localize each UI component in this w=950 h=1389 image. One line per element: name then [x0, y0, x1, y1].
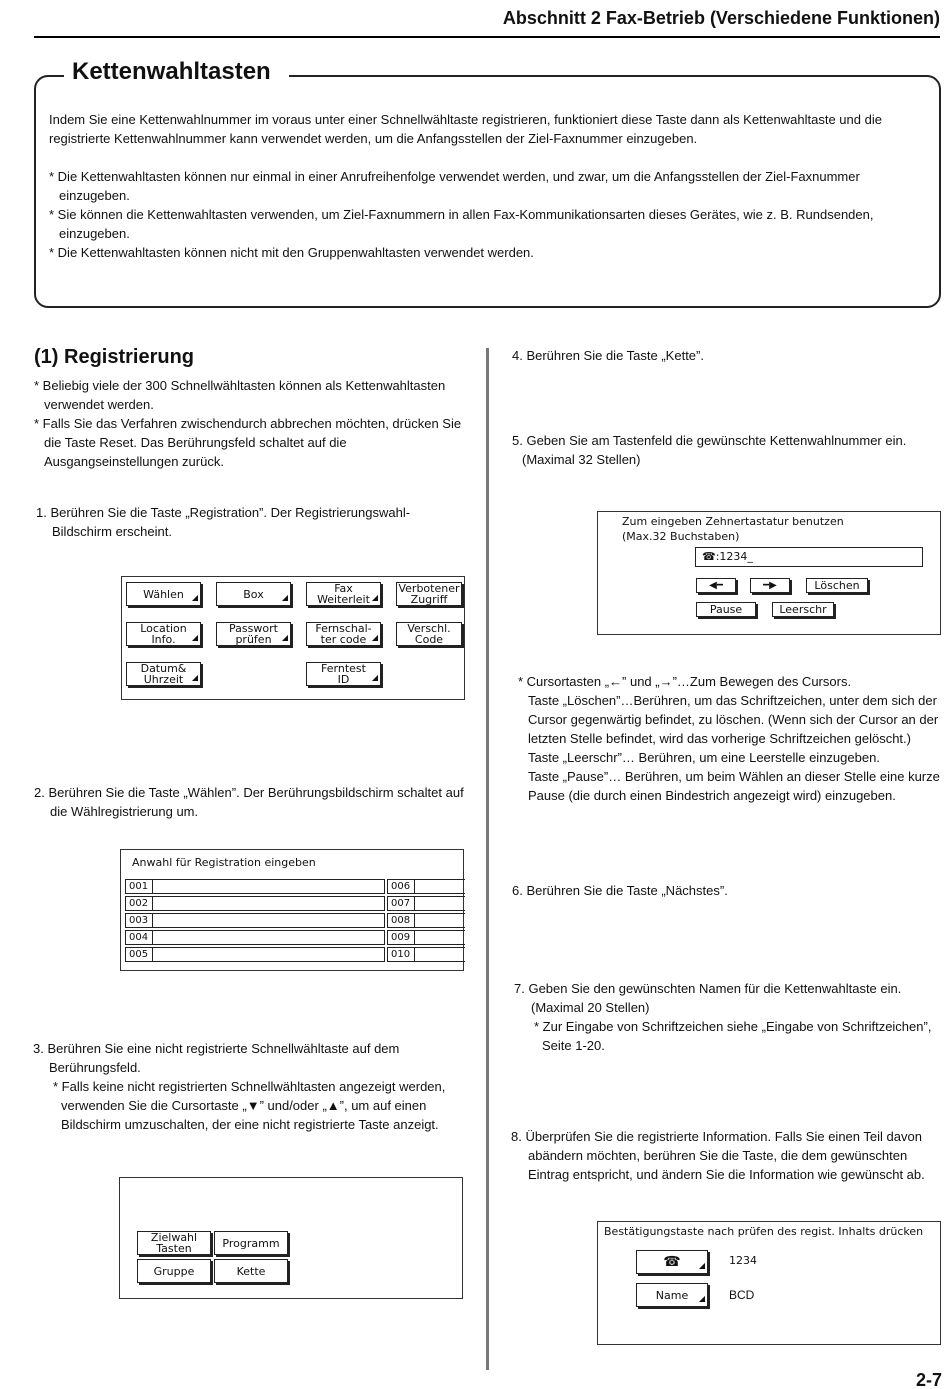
- intro-note: * Die Kettenwahltasten können nicht mit den Gruppenwahltasten verwendet werden.: [49, 245, 534, 260]
- row-number: 005: [126, 948, 153, 961]
- button-label: Datum& Uhrzeit: [140, 662, 187, 686]
- section-notes: [34, 376, 479, 471]
- row-number: 010: [388, 948, 415, 961]
- datum-uhrzeit-button[interactable]: [126, 662, 201, 686]
- key-type-screen: [119, 1177, 463, 1299]
- row-number: 002: [126, 897, 153, 910]
- section-note: * Falls Sie das Verfahren zwischendurch abbrechen möchten, drücken Sie die Taste Reset. Das Berührungsfeld schaltet auf die Ausgangseinstellungen zurück.: [34, 416, 462, 469]
- gruppe-button[interactable]: [137, 1259, 211, 1283]
- arrow-icon: ◢: [698, 1261, 705, 1270]
- kette-button[interactable]: [214, 1259, 288, 1283]
- speed-dial-row[interactable]: [387, 947, 465, 962]
- intro-text: [49, 110, 929, 262]
- button-label: Leerschr: [779, 603, 827, 616]
- screen-title: Anwahl für Registration eingeben: [132, 856, 316, 869]
- arrow-icon: ◢: [281, 593, 288, 602]
- step-3: 3. Berühren Sie eine nicht registrierte Schnellwähltaste auf dem Berührungsfeld.: [33, 1041, 400, 1075]
- arrow-icon: ◢: [281, 633, 288, 642]
- arrow-icon: ◢: [191, 673, 198, 682]
- intro-paragraph: Indem Sie eine Kettenwahlnummer im voraus unter einer Schnellwähltaste registrieren, funktioniert diese Taste dann als Kettenwahltaste und die registrierte Kettenwahlnummer kann verwendet werden, um die Anfangsstellen der Ziel-Faxnummer einzugeben.: [49, 112, 882, 146]
- speed-dial-row[interactable]: [125, 896, 385, 911]
- arrow-icon: ◢: [191, 633, 198, 642]
- button-label: Gruppe: [153, 1264, 195, 1278]
- speed-dial-row[interactable]: [125, 947, 385, 962]
- button-label: Location Info.: [140, 622, 187, 646]
- speed-dial-row[interactable]: [387, 930, 465, 945]
- pause-button[interactable]: [696, 602, 756, 617]
- row-number: 004: [126, 931, 153, 944]
- cursor-right-button[interactable]: [750, 578, 790, 593]
- row-number: 006: [388, 880, 415, 893]
- arrow-icon: ◢: [371, 673, 378, 682]
- header-rule: [34, 36, 940, 38]
- button-label: Zielwahl Tasten: [150, 1231, 198, 1255]
- confirmation-screen: [597, 1221, 941, 1345]
- button-label: Verschl. Code: [407, 622, 451, 646]
- speed-dial-row[interactable]: [387, 896, 465, 911]
- step-2: 2. Berühren Sie die Taste „Wählen”. Der Berührungsbildschirm schaltet auf die Wählregistrierung um.: [34, 785, 464, 819]
- fax-weiterleit-button[interactable]: [306, 582, 381, 606]
- button-label: Passwort prüfen: [229, 622, 278, 646]
- speed-dial-row[interactable]: [125, 913, 385, 928]
- intro-note: * Die Kettenwahltasten können nur einmal in einer Anrufreihenfolge verwendet werden, und zwar, um die Anfangsstellen der Ziel-Faxnummer einzugeben.: [49, 169, 860, 203]
- button-label: Programm: [222, 1236, 280, 1250]
- cursor-note: Taste „Pause”… Berühren, um beim Wählen an dieser Stelle eine kurze Pause (die durch einen Bindestrich angezeigt wird) einzugeben.: [528, 769, 940, 803]
- button-label: Ferntest ID: [321, 662, 366, 686]
- location-info-button[interactable]: [126, 622, 201, 646]
- dial-registration-screen: [120, 849, 464, 971]
- page-number: 2-7: [915, 1370, 942, 1389]
- step-3-block: [33, 1039, 463, 1134]
- arrow-icon: ◢: [371, 593, 378, 602]
- step-1: 1. Berühren Sie die Taste „Registration”. Der Registrierungswahl-Bildschirm erscheint.: [36, 505, 411, 539]
- button-label: Box: [243, 587, 264, 601]
- name-edit-button[interactable]: [636, 1283, 708, 1307]
- screen-title: Bestätigungstaste nach prüfen des regist. Inhalts drücken: [604, 1225, 924, 1238]
- cursor-left-button[interactable]: [696, 578, 736, 593]
- button-label: Name: [655, 1288, 689, 1302]
- screen-instruction-sub: (Max.32 Buchstaben): [622, 530, 740, 543]
- step-3-note: * Falls keine nicht registrierten Schnellwähltasten angezeigt werden, verwenden Sie die Cursortaste „▼” und/oder „▲”, um auf einen Bildschirm umzuschalten, der eine nicht registrierte Taste anzeigt.: [53, 1079, 446, 1132]
- section-title: (1) Registrierung: [34, 346, 195, 368]
- cursor-notes: [518, 672, 944, 805]
- speed-dial-row[interactable]: [387, 913, 465, 928]
- passwort-pruefen-button[interactable]: [216, 622, 291, 646]
- waehlen-button[interactable]: [126, 582, 201, 606]
- button-label: Fernschal- ter code: [315, 622, 372, 646]
- arrow-icon: ◢: [371, 633, 378, 642]
- button-label: Löschen: [814, 579, 860, 592]
- leerschr-button[interactable]: [772, 602, 834, 617]
- button-label: Verbotener Zugriff: [398, 582, 460, 606]
- column-divider: [486, 348, 489, 1370]
- intro-title: Kettenwahltasten: [64, 58, 289, 86]
- row-number: 003: [126, 914, 153, 927]
- row-number: 009: [388, 931, 415, 944]
- row-number: 001: [126, 880, 153, 893]
- loeschen-button[interactable]: [806, 578, 868, 593]
- arrow-left-icon: ◀━: [709, 580, 723, 591]
- step-5: 5. Geben Sie am Tastenfeld die gewünschte Kettenwahlnummer ein.: [512, 433, 907, 448]
- ferntest-id-button[interactable]: [306, 662, 381, 686]
- row-number: 007: [388, 897, 415, 910]
- cursor-note: Taste „Leerschr”… Berühren, um eine Leerstelle einzugeben.: [528, 750, 880, 765]
- number-edit-button[interactable]: [636, 1250, 708, 1274]
- step-7-note: * Zur Eingabe von Schriftzeichen siehe „Eingabe von Schriftzeichen”, Seite 1-20.: [534, 1019, 932, 1053]
- section-note: * Beliebig viele der 300 Schnellwähltasten können als Kettenwahltasten verwendet werden.: [34, 378, 446, 412]
- chain-number-field[interactable]: [695, 547, 923, 567]
- phone-icon: ☎: [663, 1253, 681, 1270]
- registration-menu-screen: [121, 576, 465, 700]
- row-number: 008: [388, 914, 415, 927]
- step-4: 4. Berühren Sie die Taste „Kette”.: [512, 348, 704, 363]
- button-label: Wählen: [143, 587, 184, 601]
- arrow-right-icon: ━▶: [763, 580, 777, 591]
- zielwahl-tasten-button[interactable]: [137, 1231, 211, 1255]
- step-7-block: [514, 979, 944, 1055]
- button-label: Kette: [236, 1264, 266, 1278]
- screen-instruction: Zum eingeben Zehnertastatur benutzen: [622, 515, 844, 528]
- arrow-icon: ◢: [191, 593, 198, 602]
- programm-button[interactable]: [214, 1231, 288, 1255]
- chain-number-entry-screen: [597, 511, 941, 635]
- page-header-title: Abschnitt 2 Fax-Betrieb (Verschiedene Funktionen): [502, 8, 940, 28]
- step-7: 7. Geben Sie den gewünschten Namen für die Kettenwahltaste ein.: [514, 981, 902, 996]
- registered-name: BCD: [729, 1288, 755, 1302]
- step-5-block: [512, 431, 944, 469]
- step-8: 8. Überprüfen Sie die registrierte Information. Falls Sie einen Teil davon abändern möchten, berühren Sie die Taste, die dem gewünschten Eintrag entspricht, und ändern Sie die Information wie gewünscht ab.: [511, 1129, 925, 1182]
- box-button[interactable]: [216, 582, 291, 606]
- fernschalter-code-button[interactable]: [306, 622, 381, 646]
- step-6: 6. Berühren Sie die Taste „Nächstes”.: [512, 883, 728, 898]
- speed-dial-row[interactable]: [387, 879, 465, 894]
- step-7-sub: (Maximal 20 Stellen): [531, 1000, 650, 1015]
- cursor-note: * Cursortasten „←” und „→”…Zum Bewegen des Cursors.: [518, 674, 852, 689]
- field-value: :1234_: [715, 550, 753, 563]
- verschl-code-button[interactable]: [396, 622, 462, 646]
- button-label: Fax Weiterleit: [317, 582, 370, 606]
- phone-icon: ☎: [702, 550, 716, 563]
- speed-dial-row[interactable]: [125, 930, 385, 945]
- button-label: Pause: [709, 603, 743, 616]
- arrow-icon: ◢: [698, 1294, 705, 1303]
- step-5-sub: (Maximal 32 Stellen): [522, 452, 641, 467]
- intro-note: * Sie können die Kettenwahltasten verwenden, um Ziel-Faxnummern in allen Fax-Kommunikationsarten dieses Gerätes, wie z. B. Rundsenden, einzugeben.: [49, 207, 874, 241]
- registered-number: 1234: [729, 1254, 757, 1267]
- speed-dial-row[interactable]: [125, 879, 385, 894]
- cursor-note: Taste „Löschen”…Berühren, um das Schriftzeichen, unter dem sich der Cursor gegenwärtig befindet, zu löschen. (Wenn sich der Cursor an der letzten Stelle befindet, wird das vorherige Schriftzeichen gelöscht.): [528, 693, 939, 746]
- verbotener-zugriff-button[interactable]: [396, 582, 462, 606]
